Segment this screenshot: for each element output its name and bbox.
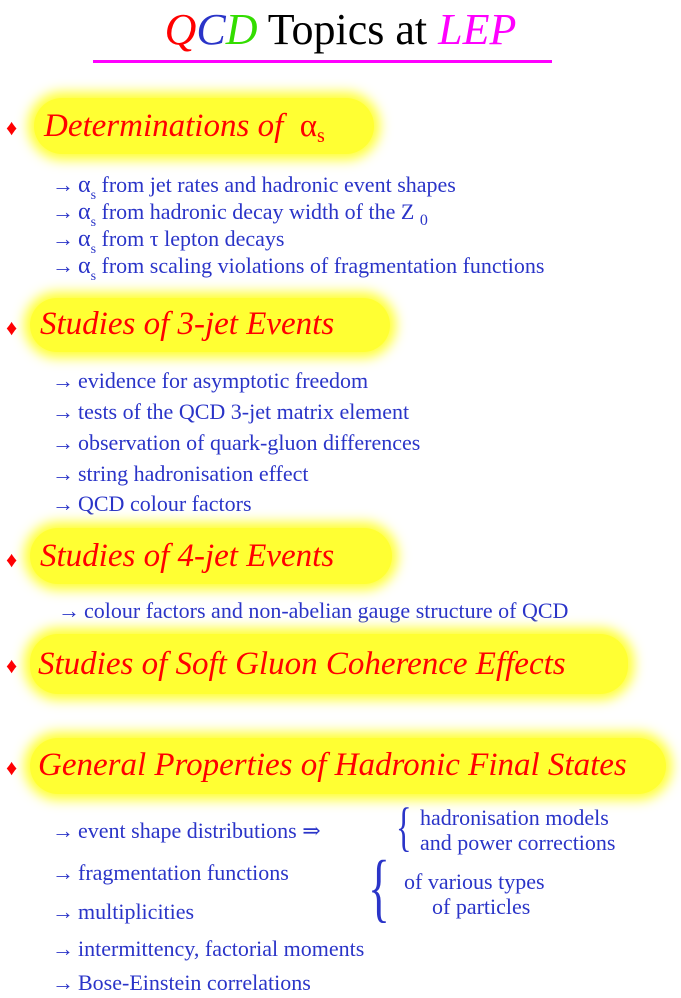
alpha-symbol: α: [78, 253, 91, 279]
list-item: [52, 860, 289, 886]
bullet-diamond-1: ♦: [6, 115, 18, 140]
item-text: from hadronic decay width of the Z: [96, 199, 415, 224]
title-c: C: [196, 5, 226, 54]
list-item: [52, 491, 252, 517]
arrow-icon: →: [52, 461, 74, 486]
arrow-icon: →: [52, 226, 74, 251]
brace-icon: {: [396, 797, 412, 857]
item-text: evidence for asymptotic freedom: [78, 368, 369, 393]
note-power-corrections: and power corrections: [420, 830, 616, 855]
arrow-icon: →: [52, 430, 74, 455]
item-text: Bose-Einstein correlations: [78, 970, 311, 995]
alpha-symbol: α: [78, 172, 91, 198]
alpha-sub: s: [90, 188, 97, 203]
arrow-icon: →: [52, 399, 74, 424]
item-text: string hadronisation effect: [78, 461, 309, 486]
page-title: [0, 4, 681, 56]
list-item: [52, 368, 368, 394]
alpha-sub: s: [90, 215, 97, 230]
list-item: [52, 936, 364, 962]
note-hadronisation-models: hadronisation models: [420, 805, 609, 830]
arrow-icon: →: [52, 818, 74, 843]
item-text: colour factors and non-abelian gauge structure of QCD: [84, 598, 569, 623]
arrow-icon: →: [58, 598, 80, 623]
section-heading-1-text: Determinations of: [44, 108, 284, 144]
note-of-particles: of particles: [432, 894, 531, 919]
list-item: [52, 818, 321, 844]
z-sub: 0: [419, 212, 428, 229]
item-text: multiplicities: [78, 899, 195, 924]
title-lep: LEP: [438, 5, 517, 54]
title-underline: [93, 60, 552, 63]
title-q: Q: [164, 5, 197, 54]
list-item: [52, 899, 194, 925]
alpha-sub: s: [90, 242, 97, 257]
list-item: [52, 430, 420, 456]
arrow-icon: →: [52, 199, 74, 224]
arrow-icon: →: [52, 253, 74, 278]
list-item: [52, 399, 409, 425]
item-text: event shape distributions ⇒: [78, 818, 321, 843]
list-item: [52, 253, 545, 290]
title-middle: Topics at: [257, 5, 439, 54]
brace-icon: {: [368, 846, 390, 930]
section-heading-3: Studies of 4-jet Events: [40, 538, 335, 574]
arrow-icon: →: [52, 860, 74, 885]
arrow-icon: →: [52, 970, 74, 995]
arrow-icon: →: [52, 172, 74, 197]
arrow-icon: →: [52, 936, 74, 961]
bullet-diamond-5: ♦: [6, 755, 18, 780]
heading-alpha-sub: s: [317, 125, 325, 147]
list-item: [58, 598, 568, 624]
section-heading-1: [44, 106, 325, 156]
item-text: fragmentation functions: [78, 860, 289, 885]
list-item: [52, 461, 309, 487]
section-heading-4: Studies of Soft Gluon Coherence Effects: [38, 646, 566, 682]
arrow-icon: →: [52, 368, 74, 393]
alpha-symbol: α: [78, 226, 91, 252]
section-heading-2: Studies of 3-jet Events: [40, 306, 335, 342]
item-text: QCD colour factors: [78, 491, 252, 516]
item-text: intermittency, factorial moments: [78, 936, 365, 961]
arrow-icon: →: [52, 491, 74, 516]
bullet-diamond-3: ♦: [6, 547, 18, 572]
note-various-types: of various types: [404, 869, 545, 894]
item-text: from scaling violations of fragmentation functions: [96, 253, 545, 278]
bullet-diamond-2: ♦: [6, 315, 18, 340]
item-text: observation of quark-gluon differences: [78, 430, 421, 455]
heading-alpha-symbol: α: [299, 108, 318, 144]
item-text: from τ lepton decays: [96, 226, 285, 251]
arrow-icon: →: [52, 899, 74, 924]
section-heading-5: General Properties of Hadronic Final States: [38, 747, 627, 783]
bullet-diamond-4: ♦: [6, 653, 18, 678]
item-text: tests of the QCD 3-jet matrix element: [78, 399, 410, 424]
title-d: D: [225, 5, 258, 54]
alpha-sub: s: [90, 269, 97, 284]
alpha-symbol: α: [78, 199, 91, 225]
item-text: from jet rates and hadronic event shapes: [96, 172, 456, 197]
list-item: [52, 970, 311, 996]
